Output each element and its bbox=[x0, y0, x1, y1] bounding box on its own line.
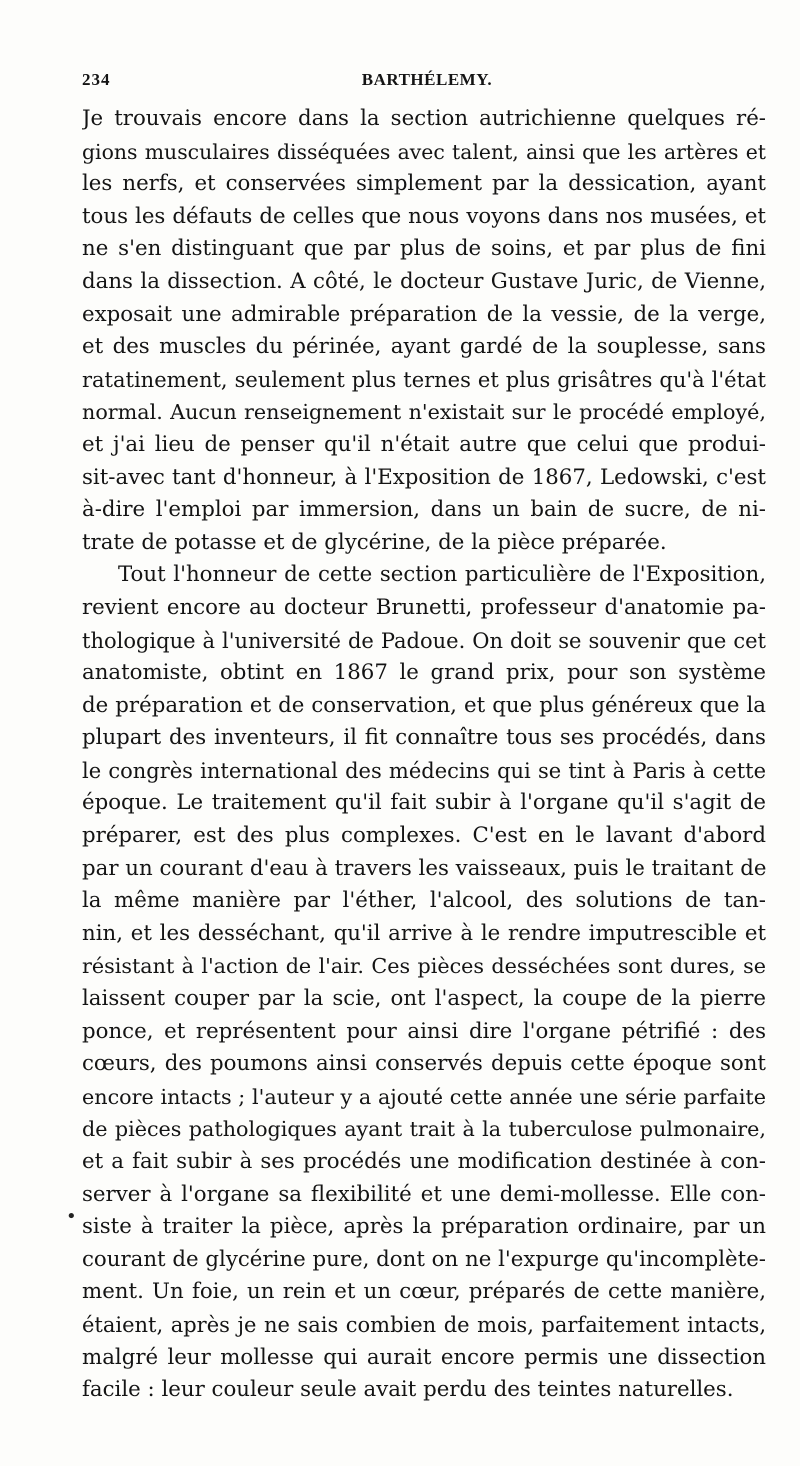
text-line: les nerfs, et conservées simplement par la dessication, ayant bbox=[82, 171, 766, 197]
text-line: à-dire l'emploi par immersion, dans un bain de sucre, de ni- bbox=[82, 497, 766, 523]
text-line: étaient, après je ne sais combien de mois, parfaitement intacts, bbox=[82, 1312, 766, 1337]
text-line: normal. Aucun renseignement n'existait sur le procédé employé, bbox=[82, 400, 766, 425]
text-line: server à l'organe sa flexibilité et une demi-mollesse. Elle con- bbox=[82, 1181, 766, 1207]
text-line: et des muscles du périnée, ayant gardé de la souplesse, sans bbox=[82, 334, 766, 360]
text-line: ment. Un foie, un rein et un cœur, préparés de cette manière, bbox=[82, 1279, 766, 1305]
margin-mark: • bbox=[66, 1206, 77, 1227]
text-line: de préparation et de conservation, et que plus généreux que la bbox=[82, 692, 766, 718]
text-line: anatomiste, obtint en 1867 le grand prix, pour son système bbox=[82, 660, 766, 686]
text-line: encore intacts ; l'auteur y a ajouté cette année une série parfaite bbox=[82, 1084, 766, 1109]
running-head bbox=[82, 70, 772, 96]
text-line: ne s'en distinguant que par plus de soins, et par plus de fini bbox=[82, 236, 766, 262]
text-line: préparer, est des plus complexes. C'est en le lavant d'abord bbox=[82, 823, 766, 849]
text-line: et a fait subir à ses procédés une modification destinée à con- bbox=[82, 1149, 766, 1174]
text-line: trate de potasse et de glycérine, de la pièce préparée. bbox=[82, 529, 667, 555]
text-line: et j'ai lieu de penser qu'il n'était autre que celui que produi- bbox=[82, 431, 766, 457]
text-line: par un courant d'eau à travers les vaisseaux, puis le traitant de bbox=[82, 855, 766, 881]
text-line: sit-avec tant d'honneur, à l'Exposition de 1867, Ledowski, c'est bbox=[82, 464, 766, 490]
running-title: BARTHÉLEMY. bbox=[361, 70, 493, 89]
text-line: ponce, et représentent pour ainsi dire l'organe pétrifié : des bbox=[82, 1018, 766, 1044]
text-line: facile : leur couleur seule avait perdu des teintes naturelles. bbox=[82, 1377, 734, 1403]
body-text bbox=[82, 103, 766, 1407]
text-line: courant de glycérine pure, dont on ne l'expurge qu'incomplète- bbox=[82, 1246, 766, 1272]
text-line: résistant à l'action de l'air. Ces pièces desséchées sont dures, se bbox=[82, 954, 766, 979]
text-line: thologique à l'université de Padoue. On doit se souvenir que cet bbox=[82, 628, 766, 653]
text-line: de pièces pathologiques ayant trait à la tuberculose pulmonaire, bbox=[82, 1117, 766, 1142]
text-line: revient encore au docteur Brunetti, professeur d'anatomie pa- bbox=[82, 594, 766, 620]
text-line: malgré leur mollesse qui aurait encore permis une dissection bbox=[82, 1344, 766, 1370]
text-line: siste à traiter la pièce, après la préparation ordinaire, par un bbox=[82, 1214, 766, 1240]
text-line: cœurs, des poumons ainsi conservés depuis cette époque sont bbox=[82, 1051, 766, 1077]
text-line: plupart des inventeurs, il fit connaître tous ses procédés, dans bbox=[82, 725, 766, 751]
text-line: ratatinement, seulement plus ternes et plus grisâtres qu'à l'état bbox=[82, 367, 766, 392]
text-line: la même manière par l'éther, l'alcool, des solutions de tan- bbox=[82, 888, 766, 914]
text-line: le congrès international des médecins qui se tint à Paris à cette bbox=[82, 758, 766, 783]
text-line: exposait une admirable préparation de la vessie, de la verge, bbox=[82, 301, 766, 327]
page-number: 234 bbox=[82, 70, 111, 89]
text-line: époque. Le traitement qu'il fait subir à l'organe qu'il s'agit de bbox=[82, 790, 766, 816]
text-line: laissent couper par la scie, ont l'aspect, la coupe de la pierre bbox=[82, 986, 766, 1012]
text-line: tous les défauts de celles que nous voyons dans nos musées, et bbox=[82, 203, 766, 229]
text-line: dans la dissection. A côté, le docteur Gustave Juric, de Vienne, bbox=[82, 268, 766, 294]
text-line: nin, et les desséchant, qu'il arrive à le rendre imputrescible et bbox=[82, 920, 766, 946]
text-line: gions musculaires disséquées avec talent, ainsi que les artères et bbox=[82, 139, 766, 164]
text-line: Tout l'honneur de cette section particulière de l'Exposition, bbox=[118, 562, 766, 588]
text-line: Je trouvais encore dans la section autrichienne quelques ré- bbox=[82, 106, 766, 131]
